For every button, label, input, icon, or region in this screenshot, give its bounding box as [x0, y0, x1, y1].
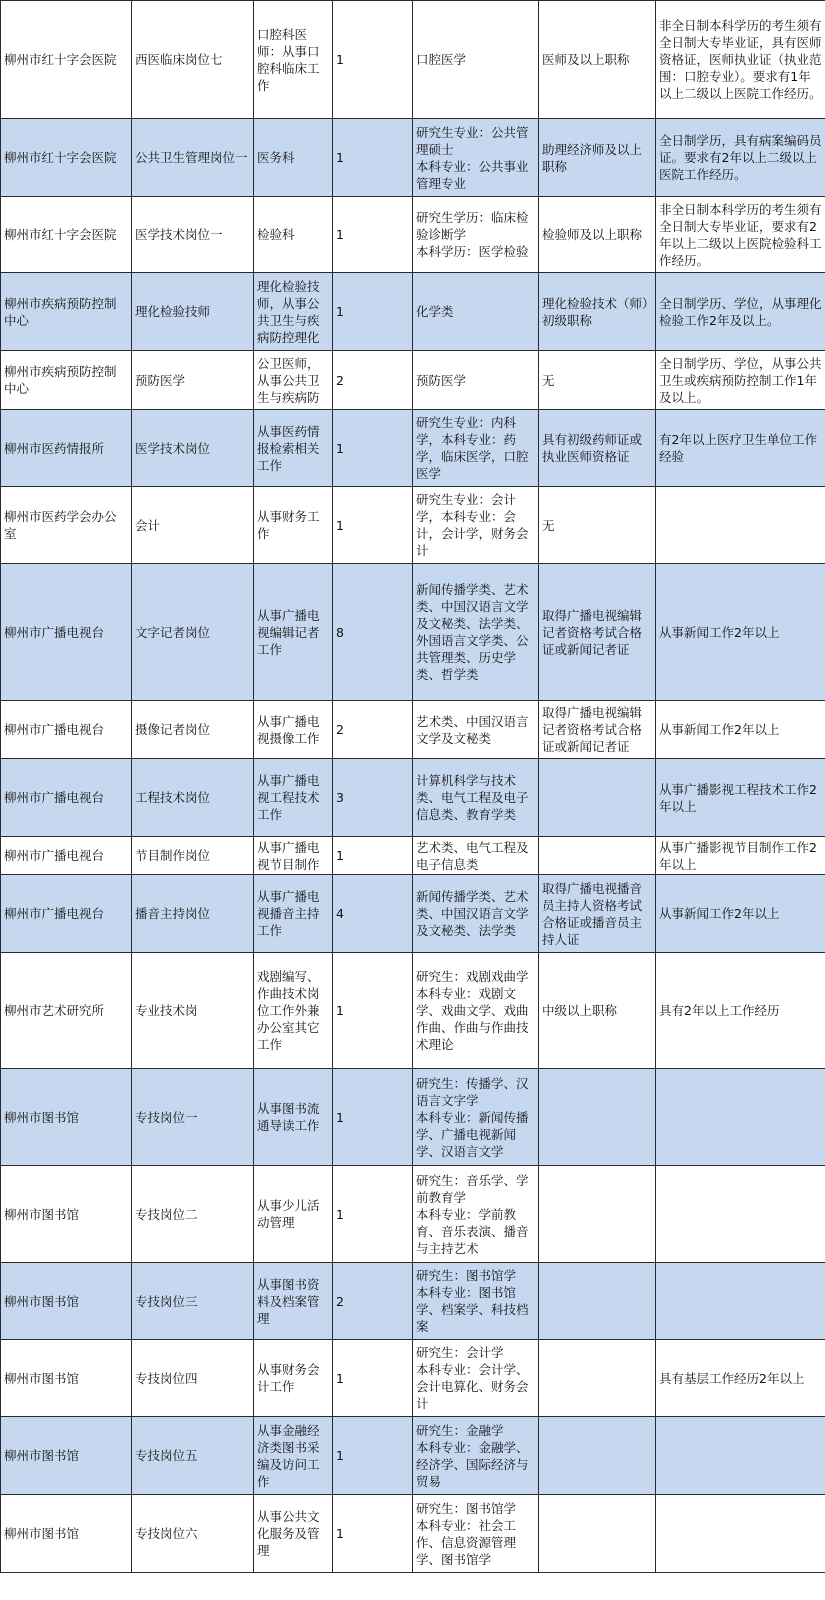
- table-row: [1, 351, 825, 410]
- cell-other: 具有2年以上工作经历: [656, 953, 825, 1069]
- table-body: [1, 1, 825, 1573]
- cell-title: 理化检验技术（师）初级职称: [539, 273, 656, 351]
- cell-num: 1: [333, 410, 413, 487]
- table-row: [1, 953, 825, 1069]
- table-row: [1, 197, 825, 273]
- cell-post: 文字记者岗位: [132, 564, 254, 701]
- cell-other: [656, 487, 825, 564]
- cell-duty: 从事广播电视工程技术工作: [254, 759, 333, 837]
- cell-major: 口腔医学: [413, 1, 539, 119]
- cell-unit: 柳州市广播电视台: [1, 759, 132, 837]
- table-row: [1, 410, 825, 487]
- table-row: [1, 1166, 825, 1263]
- cell-post: 专技岗位六: [132, 1495, 254, 1573]
- cell-post: 节目制作岗位: [132, 837, 254, 875]
- cell-title: 取得广播电视编辑记者资格考试合格证或新闻记者证: [539, 701, 656, 759]
- cell-num: 1: [333, 1166, 413, 1263]
- cell-unit: 柳州市图书馆: [1, 1069, 132, 1166]
- cell-num: 1: [333, 273, 413, 351]
- cell-duty: 口腔科医师：从事口腔科临床工作: [254, 1, 333, 119]
- cell-num: 4: [333, 875, 413, 953]
- cell-title: 取得广播电视编辑记者资格考试合格证或新闻记者证: [539, 564, 656, 701]
- cell-other: [656, 1069, 825, 1166]
- cell-major: 预防医学: [413, 351, 539, 410]
- cell-post: 工程技术岗位: [132, 759, 254, 837]
- cell-post: 公共卫生管理岗位一: [132, 119, 254, 197]
- cell-title: [539, 759, 656, 837]
- cell-unit: 柳州市艺术研究所: [1, 953, 132, 1069]
- cell-duty: 检验科: [254, 197, 333, 273]
- cell-duty: 公卫医师，从事公共卫生与疾病防: [254, 351, 333, 410]
- cell-num: 1: [333, 837, 413, 875]
- cell-post: 医学技术岗位一: [132, 197, 254, 273]
- cell-duty: 从事财务工作: [254, 487, 333, 564]
- cell-title: 无: [539, 487, 656, 564]
- cell-duty: 从事广播电视节目制作: [254, 837, 333, 875]
- cell-num: 2: [333, 701, 413, 759]
- cell-major: 研究生：金融学 本科专业：金融学、经济学、国际经济与贸易: [413, 1417, 539, 1495]
- cell-duty: 从事广播电视播音主持工作: [254, 875, 333, 953]
- cell-other: 从事新闻工作2年以上: [656, 875, 825, 953]
- cell-title: [539, 1166, 656, 1263]
- table-row: [1, 1263, 825, 1340]
- cell-duty: 医务科: [254, 119, 333, 197]
- table-row: [1, 273, 825, 351]
- cell-num: 1: [333, 197, 413, 273]
- cell-num: 1: [333, 1069, 413, 1166]
- cell-title: 助理经济师及以上职称: [539, 119, 656, 197]
- cell-other: 非全日制本科学历的考生须有全日制大专毕业证，要求有2年以上二级以上医院检验科工作经历。: [656, 197, 825, 273]
- cell-unit: 柳州市红十字会医院: [1, 1, 132, 119]
- cell-title: 医师及以上职称: [539, 1, 656, 119]
- cell-duty: 从事图书流通导读工作: [254, 1069, 333, 1166]
- cell-unit: 柳州市广播电视台: [1, 564, 132, 701]
- cell-num: 1: [333, 953, 413, 1069]
- cell-unit: 柳州市广播电视台: [1, 837, 132, 875]
- cell-unit: 柳州市医药学会办公室: [1, 487, 132, 564]
- cell-title: 中级以上职称: [539, 953, 656, 1069]
- cell-title: [539, 1340, 656, 1417]
- table-row: [1, 1417, 825, 1495]
- cell-title: 检验师及以上职称: [539, 197, 656, 273]
- cell-unit: 柳州市疾病预防控制中心: [1, 273, 132, 351]
- cell-duty: 戏剧编写、作曲技术岗位工作外兼办公室其它工作: [254, 953, 333, 1069]
- cell-major: 新闻传播学类、艺术类、中国汉语言文学及文秘类、法学类、外国语言文学类、公共管理类、历史学类、哲学类: [413, 564, 539, 701]
- cell-title: [539, 837, 656, 875]
- cell-other: [656, 1263, 825, 1340]
- cell-duty: 从事金融经济类图书采编及访问工作: [254, 1417, 333, 1495]
- cell-duty: 从事广播电视摄像工作: [254, 701, 333, 759]
- cell-title: 无: [539, 351, 656, 410]
- cell-other: 全日制学历，具有病案编码员证。要求有2年以上二级以上医院工作经历。: [656, 119, 825, 197]
- table-row: [1, 875, 825, 953]
- cell-title: [539, 1069, 656, 1166]
- table-row: [1, 564, 825, 701]
- cell-duty: 从事财务会计工作: [254, 1340, 333, 1417]
- cell-unit: 柳州市图书馆: [1, 1417, 132, 1495]
- table-row: [1, 759, 825, 837]
- cell-major: 新闻传播学类、艺术类、中国汉语言文学及文秘类、法学类: [413, 875, 539, 953]
- cell-major: 研究生：图书馆学 本科专业：图书馆学、档案学、科技档案: [413, 1263, 539, 1340]
- cell-major: 研究生专业：公共管理硕士 本科专业：公共事业管理专业: [413, 119, 539, 197]
- cell-major: 研究生专业：会计学，本科专业：会计，会计学，财务会计: [413, 487, 539, 564]
- cell-other: 全日制学历、学位，从事理化检验工作2年及以上。: [656, 273, 825, 351]
- cell-other: [656, 1166, 825, 1263]
- cell-num: 1: [333, 1, 413, 119]
- cell-unit: 柳州市图书馆: [1, 1495, 132, 1573]
- table-row: [1, 487, 825, 564]
- cell-title: 具有初级药师证或执业医师资格证: [539, 410, 656, 487]
- cell-num: 2: [333, 351, 413, 410]
- cell-post: 西医临床岗位七: [132, 1, 254, 119]
- cell-num: 1: [333, 119, 413, 197]
- cell-other: 从事新闻工作2年以上: [656, 564, 825, 701]
- cell-other: 非全日制本科学历的考生须有全日制大专毕业证，具有医师资格证，医师执业证（执业范围：口腔专业）。要求有1年以上二级以上医院工作经历。: [656, 1, 825, 119]
- cell-post: 预防医学: [132, 351, 254, 410]
- cell-unit: 柳州市红十字会医院: [1, 197, 132, 273]
- cell-duty: 理化检验技师，从事公共卫生与疾病防控理化: [254, 273, 333, 351]
- table-row: [1, 1340, 825, 1417]
- cell-duty: 从事少儿活动管理: [254, 1166, 333, 1263]
- cell-title: 取得广播电视播音员主持人资格考试合格证或播音员主持人证: [539, 875, 656, 953]
- cell-num: 1: [333, 1495, 413, 1573]
- cell-unit: 柳州市红十字会医院: [1, 119, 132, 197]
- cell-post: 医学技术岗位: [132, 410, 254, 487]
- cell-num: 8: [333, 564, 413, 701]
- table-row: [1, 837, 825, 875]
- cell-unit: 柳州市医药情报所: [1, 410, 132, 487]
- table-row: [1, 1, 825, 119]
- cell-post: 专业技术岗: [132, 953, 254, 1069]
- cell-unit: 柳州市图书馆: [1, 1340, 132, 1417]
- cell-duty: 从事图书资料及档案管理: [254, 1263, 333, 1340]
- cell-other: 具有基层工作经历2年以上: [656, 1340, 825, 1417]
- table-row: [1, 1069, 825, 1166]
- cell-other: 有2年以上医疗卫生单位工作经验: [656, 410, 825, 487]
- cell-post: 专技岗位一: [132, 1069, 254, 1166]
- cell-unit: 柳州市图书馆: [1, 1166, 132, 1263]
- cell-post: 专技岗位四: [132, 1340, 254, 1417]
- table-row: [1, 1495, 825, 1573]
- cell-unit: 柳州市图书馆: [1, 1263, 132, 1340]
- cell-post: 专技岗位三: [132, 1263, 254, 1340]
- cell-major: 艺术类、中国汉语言文学及文秘类: [413, 701, 539, 759]
- cell-other: 从事广播影视工程技术工作2年以上: [656, 759, 825, 837]
- cell-num: 2: [333, 1263, 413, 1340]
- cell-major: 艺术类、电气工程及电子信息类: [413, 837, 539, 875]
- cell-duty: 从事公共文化服务及管理: [254, 1495, 333, 1573]
- cell-other: 从事新闻工作2年以上: [656, 701, 825, 759]
- cell-unit: 柳州市广播电视台: [1, 875, 132, 953]
- cell-major: 研究生：音乐学、学前教育学 本科专业：学前教育、音乐表演、播音与主持艺术: [413, 1166, 539, 1263]
- cell-num: 1: [333, 1417, 413, 1495]
- cell-title: [539, 1263, 656, 1340]
- cell-duty: 从事广播电视编辑记者工作: [254, 564, 333, 701]
- cell-post: 专技岗位五: [132, 1417, 254, 1495]
- cell-major: 计算机科学与技术类、电气工程及电子信息类、教育学类: [413, 759, 539, 837]
- cell-major: 研究生：传播学、汉语言文字学 本科专业：新闻传播学、广播电视新闻学、汉语言文学: [413, 1069, 539, 1166]
- cell-num: 3: [333, 759, 413, 837]
- cell-post: 会计: [132, 487, 254, 564]
- cell-other: [656, 1417, 825, 1495]
- cell-duty: 从事医药情报检索相关工作: [254, 410, 333, 487]
- cell-num: 1: [333, 1340, 413, 1417]
- cell-num: 1: [333, 487, 413, 564]
- cell-post: 理化检验技师: [132, 273, 254, 351]
- cell-post: 摄像记者岗位: [132, 701, 254, 759]
- cell-major: 研究生：会计学 本科专业：会计学、会计电算化、财务会计: [413, 1340, 539, 1417]
- cell-title: [539, 1417, 656, 1495]
- cell-other: 从事广播影视节目制作工作2年以上: [656, 837, 825, 875]
- cell-title: [539, 1495, 656, 1573]
- cell-major: 研究生专业：内科学，本科专业：药学，临床医学，口腔医学: [413, 410, 539, 487]
- cell-other: [656, 1495, 825, 1573]
- cell-post: 专技岗位二: [132, 1166, 254, 1263]
- cell-major: 化学类: [413, 273, 539, 351]
- cell-major: 研究生学历：临床检验诊断学 本科学历：医学检验: [413, 197, 539, 273]
- cell-unit: 柳州市疾病预防控制中心: [1, 351, 132, 410]
- cell-major: 研究生：戏剧戏曲学 本科专业：戏剧文学、戏曲文学、戏曲作曲、作曲与作曲技术理论: [413, 953, 539, 1069]
- cell-post: 播音主持岗位: [132, 875, 254, 953]
- cell-other: 全日制学历、学位，从事公共卫生或疾病预防控制工作1年及以上。: [656, 351, 825, 410]
- table-row: [1, 701, 825, 759]
- cell-unit: 柳州市广播电视台: [1, 701, 132, 759]
- table-row: [1, 119, 825, 197]
- cell-major: 研究生：图书馆学 本科专业：社会工作、信息资源管理学、图书馆学: [413, 1495, 539, 1573]
